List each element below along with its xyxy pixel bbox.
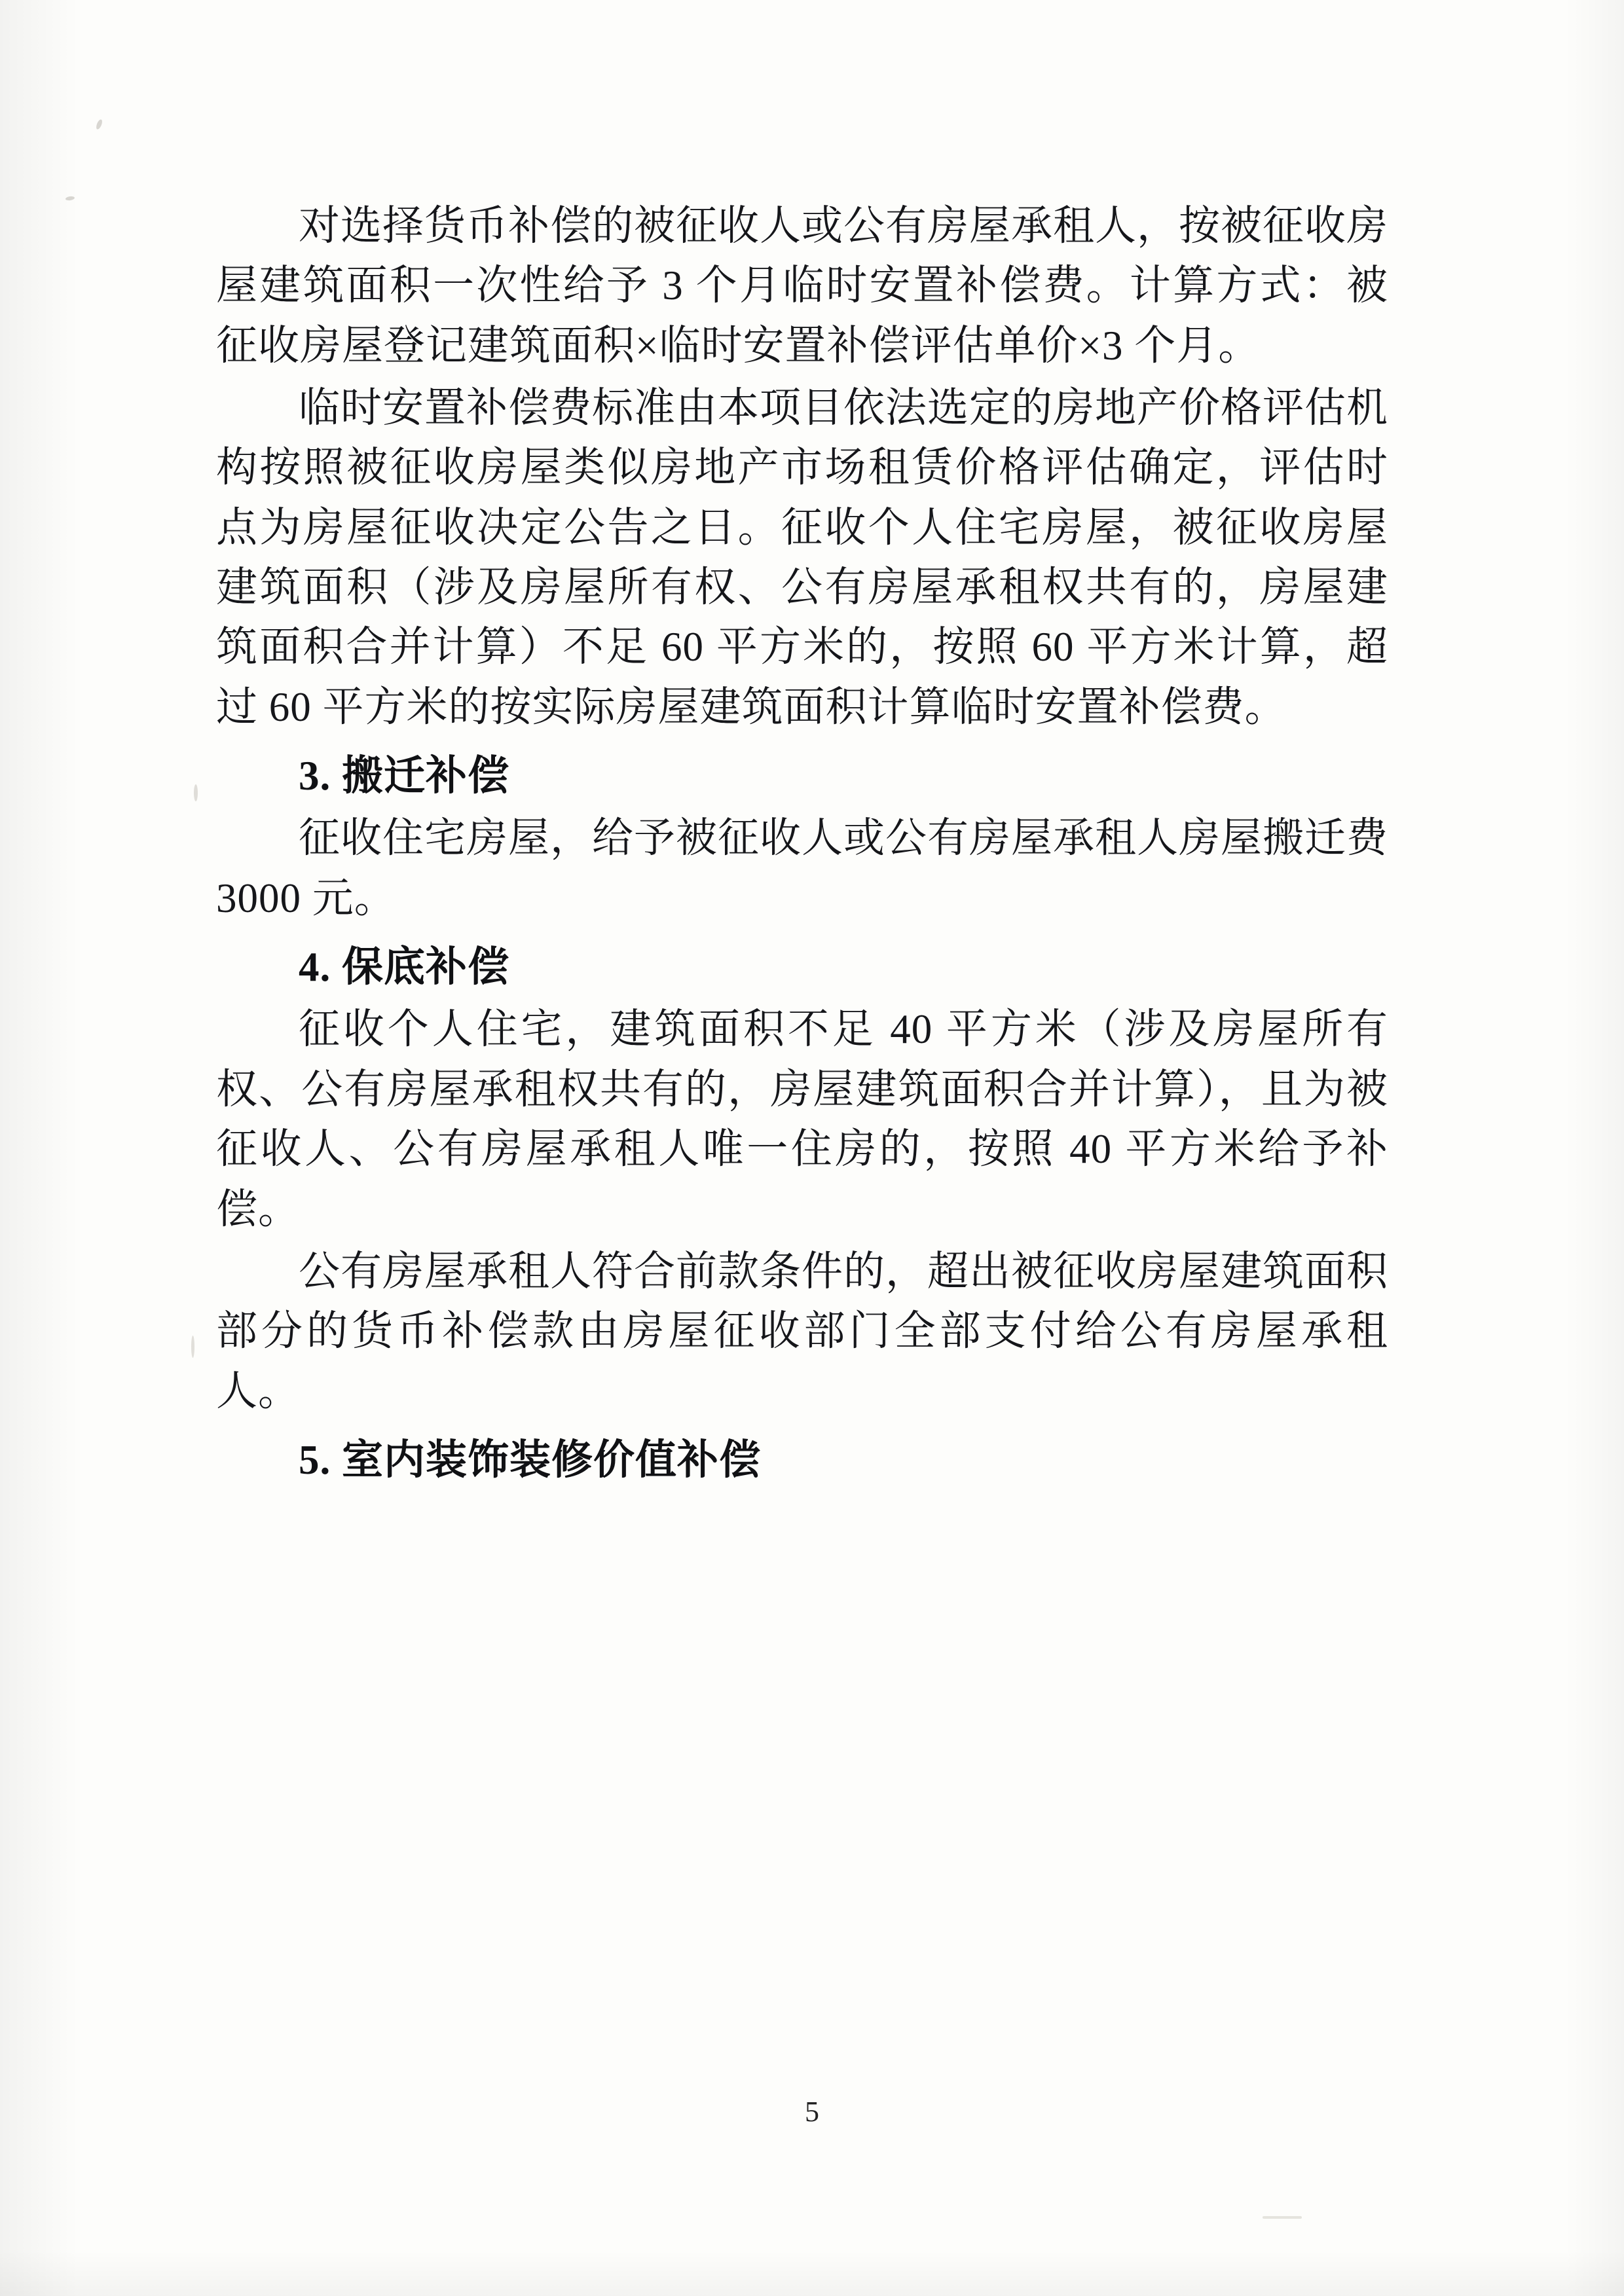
para-minimum-compensation-rule: 征收个人住宅，建筑面积不足 40 平方米（涉及房屋所有权、公有房屋承租权共有的，房屋建筑面积合并计算），且为被征收人、公有房屋承租人唯一住房的，按照 40 平方米给予补偿。 — [216, 1006, 1388, 1232]
scan-speck — [65, 196, 75, 201]
para-relocation-fee: 征收住宅房屋，给予被征收人或公有房屋承租人房屋搬迁费 3000 元。 — [216, 815, 1388, 921]
para-public-housing-tenant-payment: 公有房屋承租人符合前款条件的，超出被征收房屋建筑面积部分的货币补偿款由房屋征收部门全部支付给公有房屋承租人。 — [216, 1248, 1388, 1414]
scan-speck — [95, 118, 103, 130]
scan-shadow-bottom — [0, 2250, 1624, 2296]
document-body — [216, 196, 1388, 1493]
scan-speck — [194, 784, 198, 801]
heading-5-interior-decoration-compensation: 5. 室内装饰装修价值补偿 — [299, 1436, 761, 1483]
para-temporary-resettlement-standard: 临时安置补偿费标准由本项目依法选定的房地产价格评估机构按照被征收房屋类似房地产市场租赁价格评估确定，评估时点为房屋征收决定公告之日。征收个人住宅房屋，被征收房屋建筑面积（涉及房屋所有权、公有房屋承租权共有的，房屋建筑面积合并计算）不足 60 平方米的，按照 60 平方米计算，超过 60 平方米的按实际房屋建筑面积计算临时安置补偿费。 — [216, 385, 1388, 730]
scan-speck — [191, 1336, 194, 1358]
scan-shadow-left — [0, 0, 79, 2296]
page-number: 5 — [805, 2096, 819, 2128]
scan-shadow-right — [1565, 0, 1624, 2296]
scan-speck — [1263, 2216, 1302, 2219]
para-monetary-compensation-temporary-resettlement: 对选择货币补偿的被征收人或公有房屋承租人，按被征收房屋建筑面积一次性给予 3 个月临时安置补偿费。计算方式：被征收房屋登记建筑面积×临时安置补偿评估单价×3 个月。 — [216, 203, 1388, 369]
heading-4-minimum-compensation: 4. 保底补偿 — [299, 944, 509, 991]
heading-3-relocation-compensation: 3. 搬迁补偿 — [299, 753, 509, 799]
